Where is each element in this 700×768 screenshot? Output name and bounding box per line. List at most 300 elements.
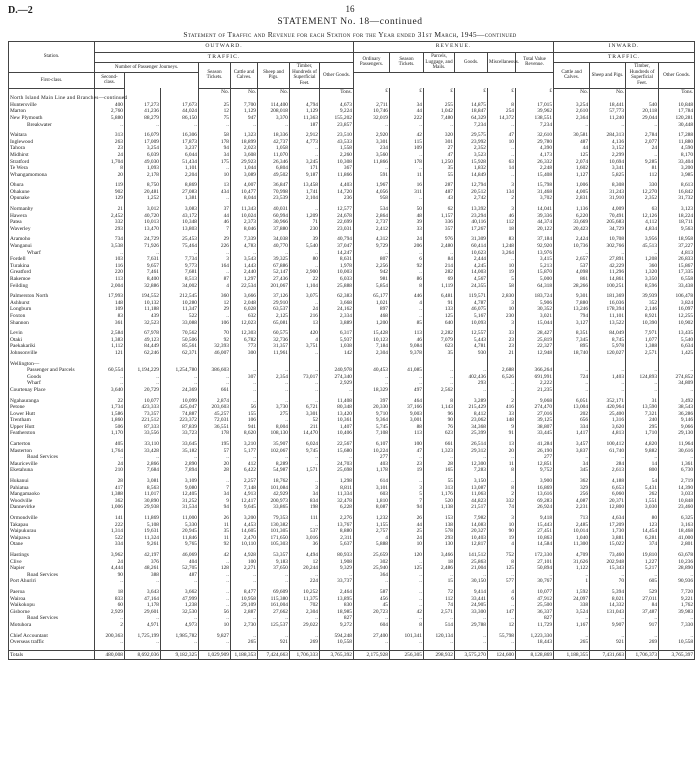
- table-cell: 3,956: [626, 236, 659, 243]
- table-row: [9, 609, 695, 616]
- table-cell: 33,737: [320, 578, 354, 585]
- table-cell: 2,444: [455, 256, 488, 263]
- table-cell: 724: [554, 374, 590, 381]
- table-cell: 1: [554, 578, 590, 585]
- table-cell: ..: [488, 152, 516, 159]
- table-cell: 11,324: [125, 535, 161, 542]
- table-cell: 32,530: [161, 609, 199, 616]
- table-cell: 10,848: [659, 102, 695, 109]
- table-cell: 125: [390, 565, 424, 572]
- table-cell: 13,976: [516, 250, 554, 257]
- table-cell: 10,280: [161, 300, 199, 307]
- table-cell: 63,537: [258, 306, 290, 313]
- table-cell: 1,254,780: [161, 367, 199, 374]
- table-cell: 773: [231, 343, 258, 350]
- table-cell: 603: [354, 491, 390, 498]
- table-row: [9, 122, 695, 129]
- table-cell: 302,766: [590, 243, 626, 250]
- table-cell: 403: [354, 461, 390, 468]
- table-cell: 41,236: [125, 108, 161, 115]
- table-cell: 114,400: [258, 102, 290, 109]
- table-cell: 8,596: [626, 283, 659, 290]
- table-cell: 3,075: [290, 293, 320, 300]
- table-cell: 3,237: [161, 145, 199, 152]
- units-cell: £: [488, 88, 516, 95]
- station-name: Marton: [9, 108, 95, 115]
- table-cell: 895: [554, 343, 590, 350]
- table-cell: 223,372: [161, 417, 199, 424]
- table-cell: 9,418: [516, 515, 554, 522]
- table-cell: 3,200: [231, 515, 258, 522]
- table-cell: 1,038: [320, 343, 354, 350]
- table-cell: 14,605: [231, 528, 258, 535]
- table-cell: ..: [290, 572, 320, 579]
- table-cell: 62,246: [125, 350, 161, 357]
- table-cell: 84,449: [125, 343, 161, 350]
- col-goods-revenue: Goods.: [455, 52, 488, 73]
- table-cell: 4: [488, 541, 516, 548]
- table-row: [9, 263, 695, 270]
- table-cell: ..: [258, 122, 290, 129]
- table-cell: 33,110: [125, 441, 161, 448]
- table-cell: 274,340: [320, 374, 354, 381]
- table-cell: ..: [125, 454, 161, 461]
- table-cell: 1,232: [354, 515, 390, 522]
- table-cell: ..: [424, 122, 455, 129]
- table-cell: 734: [95, 236, 125, 243]
- table-cell: ..: [390, 639, 424, 646]
- table-cell: 32,886: [125, 283, 161, 290]
- table-cell: 8,880: [320, 528, 354, 535]
- table-cell: 39: [390, 219, 424, 226]
- table-cell: 8,692,036: [125, 650, 161, 660]
- table-cell: 16,079: [125, 132, 161, 139]
- table-cell: 11,729: [516, 622, 554, 629]
- table-cell: 3,127: [554, 320, 590, 327]
- table-cell: 5,213: [516, 263, 554, 270]
- table-cell: 3,730: [258, 404, 290, 411]
- table-cell: 255: [424, 102, 455, 109]
- table-cell: 33,865: [258, 504, 290, 511]
- table-cell: 15,680: [320, 448, 354, 455]
- table-cell: 10: [199, 622, 231, 629]
- table-cell: 12,270: [626, 189, 659, 196]
- group-traffic-outward: TRAFFIC.: [95, 52, 354, 63]
- table-cell: 36,847: [258, 182, 290, 189]
- table-cell: 29,938: [125, 504, 161, 511]
- table-cell: 2,077: [626, 139, 659, 146]
- page-label: D.—2: [8, 5, 33, 16]
- table-cell: 1,706,373: [626, 650, 659, 660]
- table-cell: 22,567: [320, 441, 354, 448]
- table-cell: 2,688: [488, 367, 516, 374]
- table-cell: 15,870: [516, 269, 554, 276]
- table-cell: ..: [231, 387, 258, 394]
- station-name: Carterton: [9, 441, 95, 448]
- table-row: [9, 132, 695, 139]
- table-cell: 65,177: [354, 293, 390, 300]
- blank-cell: [424, 95, 455, 102]
- table-cell: 8,477: [231, 589, 258, 596]
- table-cell: 7,480: [424, 115, 455, 122]
- station-name: Hukanui: [9, 478, 95, 485]
- table-cell: ..: [199, 165, 231, 172]
- table-cell: 386,603: [199, 367, 231, 374]
- table-cell: 7,720: [659, 589, 695, 596]
- units-cell: £: [354, 88, 390, 95]
- table-cell: 12,800: [590, 504, 626, 511]
- table-row: [9, 430, 695, 437]
- table-cell: 47,164: [125, 596, 161, 603]
- table-cell: 234: [354, 145, 390, 152]
- table-cell: 14,083: [455, 522, 488, 529]
- table-cell: ..: [488, 454, 516, 461]
- table-cell: 42: [390, 609, 424, 616]
- table-cell: 4,453: [231, 522, 258, 529]
- table-cell: 23: [488, 337, 516, 344]
- table-cell: ..: [455, 367, 488, 374]
- table-cell: 21: [488, 350, 516, 357]
- table-cell: 73,357: [125, 411, 161, 418]
- table-cell: 51,434: [161, 159, 199, 166]
- table-cell: 27,011: [626, 596, 659, 603]
- table-cell: 3,643: [125, 589, 161, 596]
- table-cell: 1,112: [95, 343, 125, 350]
- table-cell: 7,982: [455, 515, 488, 522]
- table-cell: ..: [161, 639, 199, 646]
- table-cell: 37,166: [390, 404, 424, 411]
- table-row: [9, 498, 695, 505]
- table-cell: ..: [320, 454, 354, 461]
- table-cell: 3,016: [290, 535, 320, 542]
- table-cell: [516, 361, 554, 368]
- table-row: [9, 276, 695, 283]
- table-cell: 1,188,353: [231, 650, 258, 660]
- table-cell: ..: [590, 367, 626, 374]
- table-cell: 17,267: [455, 226, 488, 233]
- table-cell: 1,143: [424, 404, 455, 411]
- table-cell: 2,657: [554, 256, 590, 263]
- table-cell: 4,312: [354, 236, 390, 243]
- table-cell: 10,406: [320, 430, 354, 437]
- table-cell: 60,994: [258, 213, 290, 220]
- table-cell: 113: [95, 276, 125, 283]
- table-cell: 33,300: [455, 609, 488, 616]
- table-cell: 32,478: [320, 498, 354, 505]
- table-cell: 44,374: [516, 219, 554, 226]
- table-cell: 165: [424, 467, 455, 474]
- table-cell: 11,000: [161, 515, 199, 522]
- table-cell: 3: [199, 256, 231, 263]
- table-row: [9, 145, 695, 152]
- table-cell: 84: [626, 602, 659, 609]
- table-row: [9, 250, 695, 257]
- table-cell: 11,961: [258, 350, 290, 357]
- table-cell: 9,414: [455, 589, 488, 596]
- table-cell: 43,172: [161, 213, 199, 220]
- table-cell: 13,246: [554, 306, 590, 313]
- table-cell: 13,470: [125, 226, 161, 233]
- station-name: Normanby: [9, 206, 95, 213]
- table-cell: 1,316: [590, 417, 626, 424]
- table-cell: 942: [354, 269, 390, 276]
- table-cell: 1,040: [554, 535, 590, 542]
- table-cell: ..: [199, 380, 231, 387]
- table-cell: 7,461: [125, 269, 161, 276]
- table-cell: 9,003: [390, 411, 424, 418]
- table-cell: 62,383: [320, 293, 354, 300]
- table-cell: ..: [354, 639, 390, 646]
- table-cell: 67,978: [125, 330, 161, 337]
- table-cell: 25,659: [354, 552, 390, 559]
- table-cell: 14,454: [626, 528, 659, 535]
- table-cell: 13,087: [455, 485, 488, 492]
- table-cell: 40,453: [354, 367, 390, 374]
- table-cell: ..: [290, 263, 320, 270]
- table-cell: 1,157: [424, 213, 455, 220]
- table-cell: 307: [231, 374, 258, 381]
- table-cell: 1,093: [125, 165, 161, 172]
- station-name: Napier: [9, 565, 95, 572]
- table-cell: 208,018: [258, 108, 290, 115]
- table-cell: 3,210: [231, 441, 258, 448]
- table-cell: 63,678: [659, 552, 695, 559]
- table-cell: ..: [424, 454, 455, 461]
- table-row: [9, 387, 695, 394]
- table-cell: 164: [199, 263, 231, 270]
- table-row: [9, 572, 695, 579]
- table-cell: [290, 361, 320, 368]
- table-cell: 3: [488, 300, 516, 307]
- table-cell: 334: [95, 541, 125, 548]
- table-cell: 58: [488, 283, 516, 290]
- table-cell: 195: [199, 441, 231, 448]
- table-cell: 60,575: [258, 330, 290, 337]
- table-cell: 7,234: [516, 122, 554, 129]
- table-cell: 7,079: [424, 337, 455, 344]
- table-cell: ..: [199, 589, 231, 596]
- table-cell: 1,361: [659, 461, 695, 468]
- table-cell: 35,907: [258, 441, 290, 448]
- table-cell: 171,650: [258, 535, 290, 542]
- table-row: [9, 269, 695, 276]
- table-cell: 19,810: [626, 552, 659, 559]
- table-cell: ..: [290, 478, 320, 485]
- units-cell: £: [455, 88, 488, 95]
- table-row: [9, 417, 695, 424]
- group-revenue: REVENUE.: [354, 42, 554, 53]
- table-cell: 3,543: [231, 256, 258, 263]
- table-cell: 921: [590, 639, 626, 646]
- table-cell: 148: [95, 300, 125, 307]
- table-cell: 6,060: [590, 491, 626, 498]
- table-cell: 25,888: [320, 283, 354, 290]
- station-name: Wairoa: [9, 596, 95, 603]
- table-cell: 26: [390, 515, 424, 522]
- table-cell: 827: [320, 615, 354, 622]
- table-cell: 338: [554, 602, 590, 609]
- station-name: Ashhurst: [9, 300, 95, 307]
- table-cell: 8: [488, 485, 516, 492]
- table-cell: 34: [199, 152, 231, 159]
- table-cell: 4,794: [290, 102, 320, 109]
- table-cell: 3,608: [231, 152, 258, 159]
- table-cell: 5,167: [455, 313, 488, 320]
- table-cell: ..: [199, 269, 231, 276]
- table-cell: 807: [354, 256, 390, 263]
- table-cell: 1,320: [626, 269, 659, 276]
- table-cell: 24: [390, 236, 424, 243]
- table-cell: 148: [488, 417, 516, 424]
- table-cell: ..: [199, 559, 231, 566]
- table-cell: 14,470: [290, 430, 320, 437]
- table-cell: 7,734: [161, 256, 199, 263]
- table-row: [9, 535, 695, 542]
- table-cell: 11,408: [320, 398, 354, 405]
- table-cell: 13: [199, 182, 231, 189]
- table-cell: 661: [424, 441, 455, 448]
- table-cell: 26,924: [516, 504, 554, 511]
- table-cell: 69,283: [516, 498, 554, 505]
- table-cell: 71: [290, 219, 320, 226]
- table-cell: ..: [390, 195, 424, 202]
- table-cell: 5,394: [590, 589, 626, 596]
- table-cell: 75,464: [161, 243, 199, 250]
- table-cell: 7,184: [354, 343, 390, 350]
- table-cell: 360: [199, 293, 231, 300]
- table-cell: ..: [488, 380, 516, 387]
- table-row: [9, 172, 695, 179]
- table-cell: 1,407: [320, 424, 354, 431]
- table-cell: 20,371: [590, 498, 626, 505]
- section-row: [9, 95, 695, 102]
- table-cell: 34: [199, 491, 231, 498]
- blank-cell: [258, 95, 290, 102]
- table-cell: ..: [95, 639, 125, 646]
- table-cell: ..: [320, 572, 354, 579]
- units-cell: [125, 88, 161, 95]
- table-cell: 212,545: [161, 293, 199, 300]
- table-cell: 46: [488, 213, 516, 220]
- table-cell: ..: [626, 454, 659, 461]
- table-cell: 404: [161, 559, 199, 566]
- units-cell: No.: [554, 88, 590, 95]
- col-parcels: Parcels, Luggage, and Mails.: [424, 52, 455, 73]
- table-cell: 3,702: [516, 195, 554, 202]
- table-cell: 63: [626, 206, 659, 213]
- table-cell: 33,723: [161, 430, 199, 437]
- table-cell: 92: [199, 337, 231, 344]
- table-cell: ..: [659, 454, 695, 461]
- table-cell: ..: [125, 578, 161, 585]
- table-cell: ..: [626, 380, 659, 387]
- table-cell: ..: [424, 615, 455, 622]
- table-cell: 2,866: [125, 461, 161, 468]
- table-cell: 29,575: [455, 132, 488, 139]
- table-cell: 28: [424, 461, 455, 468]
- table-cell: 44: [199, 213, 231, 220]
- table-cell: ..: [390, 578, 424, 585]
- table-cell: 5,745: [354, 424, 390, 431]
- table-row: [9, 226, 695, 233]
- table-cell: ..: [488, 256, 516, 263]
- table-cell: 9,765: [161, 541, 199, 548]
- table-cell: ..: [424, 639, 455, 646]
- table-cell: ..: [290, 250, 320, 257]
- table-cell: 6,325: [659, 515, 695, 522]
- station-name: Totals: [9, 650, 95, 660]
- table-cell: ..: [161, 122, 199, 129]
- table-cell: 10,348: [161, 219, 199, 226]
- table-cell: 10,708: [590, 236, 626, 243]
- table-row: [9, 236, 695, 243]
- table-cell: 25,698: [320, 467, 354, 474]
- table-cell: ..: [390, 454, 424, 461]
- table-cell: 94: [199, 145, 231, 152]
- table-cell: 23,857: [320, 122, 354, 129]
- table-cell: 10,077: [516, 589, 554, 596]
- table-cell: 5: [390, 491, 424, 498]
- table-cell: 10,003: [320, 269, 354, 276]
- table-cell: 92,920: [516, 243, 554, 250]
- table-cell: 9,907: [590, 622, 626, 629]
- table-cell: ..: [554, 387, 590, 394]
- table-cell: ..: [455, 615, 488, 622]
- table-cell: 48,261: [125, 565, 161, 572]
- station-name: Feilding: [9, 283, 95, 290]
- col-first-class: First-class.: [9, 73, 95, 88]
- table-cell: 8,044: [231, 195, 258, 202]
- table-cell: 55: [424, 172, 455, 179]
- table-cell: 29: [199, 306, 231, 313]
- table-cell: 31,468: [516, 189, 554, 196]
- table-cell: 14,720: [320, 189, 354, 196]
- table-cell: 124,893: [626, 374, 659, 381]
- table-cell: 293: [95, 226, 125, 233]
- table-row: [9, 485, 695, 492]
- table-cell: 1,188,355: [554, 650, 590, 660]
- table-cell: 14,332: [590, 602, 626, 609]
- table-cell: 123: [626, 522, 659, 529]
- table-cell: ..: [554, 572, 590, 579]
- table-cell: 29,788: [455, 622, 488, 629]
- station-name: Road Services: [9, 615, 95, 622]
- table-cell: ..: [590, 250, 626, 257]
- table-cell: 125: [488, 565, 516, 572]
- station-name: Paekakariki: [9, 343, 95, 350]
- table-cell: [199, 361, 231, 368]
- table-cell: 3,021: [516, 313, 554, 320]
- table-cell: 1,129: [290, 108, 320, 115]
- blank-cell: [320, 95, 354, 102]
- units-cell: No.: [231, 88, 258, 95]
- table-cell: 222: [390, 115, 424, 122]
- table-row: [9, 337, 695, 344]
- table-cell: 10,013: [125, 219, 161, 226]
- table-cell: 262: [626, 491, 659, 498]
- table-cell: 3,152: [590, 145, 626, 152]
- table-cell: 24,355: [455, 283, 488, 290]
- table-cell: 256,305: [390, 650, 424, 660]
- table-cell: 20,481: [125, 189, 161, 196]
- table-cell: 367: [320, 165, 354, 172]
- station-name: Eketahuna: [9, 467, 95, 474]
- table-cell: 57: [199, 448, 231, 455]
- table-cell: 240,978: [320, 367, 354, 374]
- table-cell: 4,494: [290, 552, 320, 559]
- table-cell: 9,827: [199, 633, 231, 640]
- table-cell: 120: [390, 552, 424, 559]
